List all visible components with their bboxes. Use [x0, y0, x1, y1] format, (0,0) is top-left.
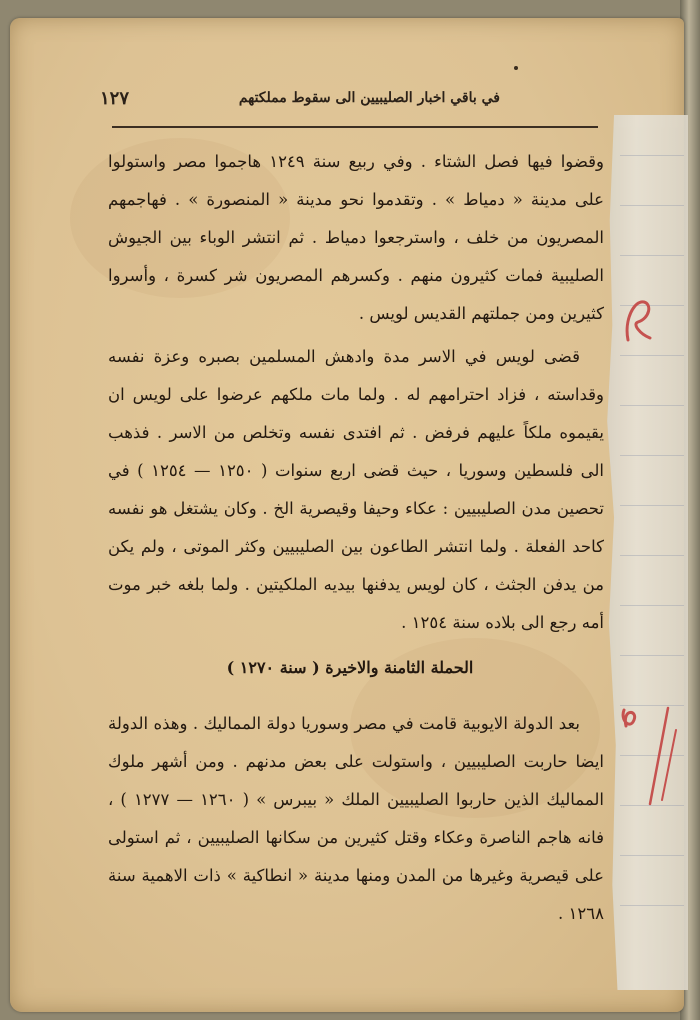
paragraph-2: قضى لويس في الاسر مدة وادهش المسلمين بصبره وعزة نفسه وقداسته ، فزاد احترامهم له . ولما مات ملكهم عرضوا على لويس ان يقيموه ملكاً عليهم فرفض . ثم افتدى نفسه وتخلص من الاسر . فذهب الى فلسطين وسوريا ، حيث قضى اربع سنوات ( ١٢٥٠ — ١٢٥٤ ) في تحصين مدن الصليبيين : عكاء وحيفا وقيصرية الخ . وكان يشتغل هو نفسه كاحد الفعلة . ولما انتشر الطاعون بين الصليبيين وكثر الموتى ، ولم يكن من يدفن الجثث ، كان لويس يدفنها بيديه الملكيتين . ولما بلغه خبر موت أمه رجع الى بلاده سنة ١٢٥٤ . — [108, 347, 604, 632]
page-header — [100, 88, 620, 122]
ruled-line — [620, 505, 684, 506]
paragraph-3: بعد الدولة الايوبية قامت في مصر وسوريا دولة المماليك . وهذه الدولة ايضا حاربت الصليبيين ، واستولت على بعض مدنهم . ومن أشهر ملوك المماليك الذين حاربوا الصليبيين الملك « بيبرس » ( ١٢٦٠ — ١٢٧٧ ) ، فانه هاجم الناصرة وعكاء وقتل كثيرين من سكانها الصليبيين ، ثم استولى على قيصرية وغيرها من المدن ومنها مدينة « انطاكية » ذات الاهمية سنة ١٢٦٨ . — [108, 714, 604, 923]
ruled-line — [620, 555, 684, 556]
ink-dot — [514, 66, 518, 70]
ruled-line — [620, 605, 684, 606]
ruled-line — [620, 355, 684, 356]
ruled-line — [620, 905, 684, 906]
ruled-line — [620, 255, 684, 256]
ruled-line — [620, 455, 684, 456]
red-ink-mark — [610, 690, 680, 810]
header-rule — [112, 126, 598, 128]
ruled-line — [620, 405, 684, 406]
torn-paper-insert — [602, 115, 688, 990]
red-ink-mark — [620, 290, 660, 350]
paragraph-1: وقضوا فيها فصل الشتاء . وفي ربيع سنة ١٢٤٩ هاجموا مصر واستولوا على مدينة « دمياط » . وتقدموا نحو مدينة « المنصورة » . فهاجمهم المصريون من خلف ، واسترجعوا دمياط . ثم انتشر الوباء بين الجيوش الصليبية فمات كثيرون منهم . وكسرهم المصريون شر كسرة ، وأسروا كثيرين ومن جملتهم القديس لويس . — [108, 152, 604, 323]
ruled-line — [620, 655, 684, 656]
page-number: ١٢٧ — [100, 88, 130, 109]
ruled-line — [620, 155, 684, 156]
ruled-line — [620, 855, 684, 856]
section-heading: الحملة الثامنة والاخيرة ( سنة ١٢٧٠ ) — [226, 658, 474, 677]
ruled-line — [620, 205, 684, 206]
running-title: في باقي اخبار الصليبيين الى سقوط مملكتهم — [238, 90, 500, 106]
